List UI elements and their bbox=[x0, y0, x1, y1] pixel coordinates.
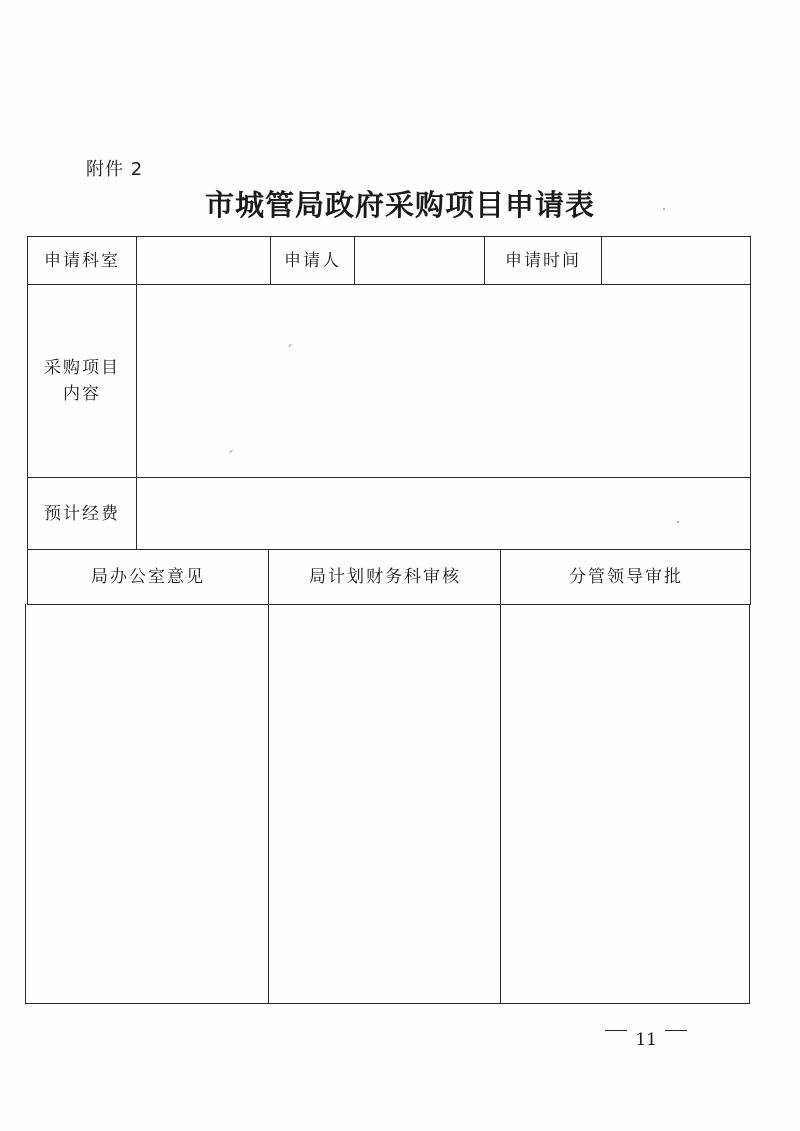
finance-review-header: 局计划财务科审核 bbox=[309, 567, 461, 587]
form-title: 市城管局政府采购项目申请表 bbox=[204, 188, 595, 222]
finance-review-field[interactable] bbox=[270, 606, 500, 1003]
applicant-label: 申请人 bbox=[284, 250, 341, 271]
table-border-right bbox=[750, 236, 751, 605]
procurement-content-label-line2: 内容 bbox=[63, 384, 101, 404]
scan-speck bbox=[677, 521, 679, 523]
estimated-budget-label: 预计经费 bbox=[44, 503, 120, 524]
table-border-right bbox=[749, 604, 750, 1004]
department-field[interactable] bbox=[138, 237, 270, 284]
department-label: 申请科室 bbox=[44, 250, 120, 271]
page-number-dash-right bbox=[665, 1030, 687, 1031]
procurement-content-field[interactable] bbox=[138, 285, 750, 477]
leader-approval-header: 分管领导审批 bbox=[569, 567, 683, 587]
office-opinion-header: 局办公室意见 bbox=[91, 567, 205, 587]
scan-speck bbox=[663, 208, 665, 210]
estimated-budget-field[interactable] bbox=[138, 478, 750, 549]
procurement-content-label-line1: 采购项目 bbox=[44, 358, 120, 378]
application-date-label: 申请时间 bbox=[505, 250, 581, 271]
page-number bbox=[0, 1030, 800, 1050]
page-number-dash-left bbox=[605, 1030, 627, 1031]
table-border-bottom bbox=[25, 1003, 749, 1004]
procurement-content-label bbox=[28, 285, 136, 477]
attachment-label: 附件 2 bbox=[86, 159, 144, 180]
page-number-value: 11 bbox=[635, 1030, 657, 1050]
office-opinion-field[interactable] bbox=[27, 606, 268, 1003]
applicant-field[interactable] bbox=[356, 237, 484, 284]
leader-approval-field[interactable] bbox=[502, 606, 749, 1003]
application-date-field[interactable] bbox=[603, 237, 750, 284]
